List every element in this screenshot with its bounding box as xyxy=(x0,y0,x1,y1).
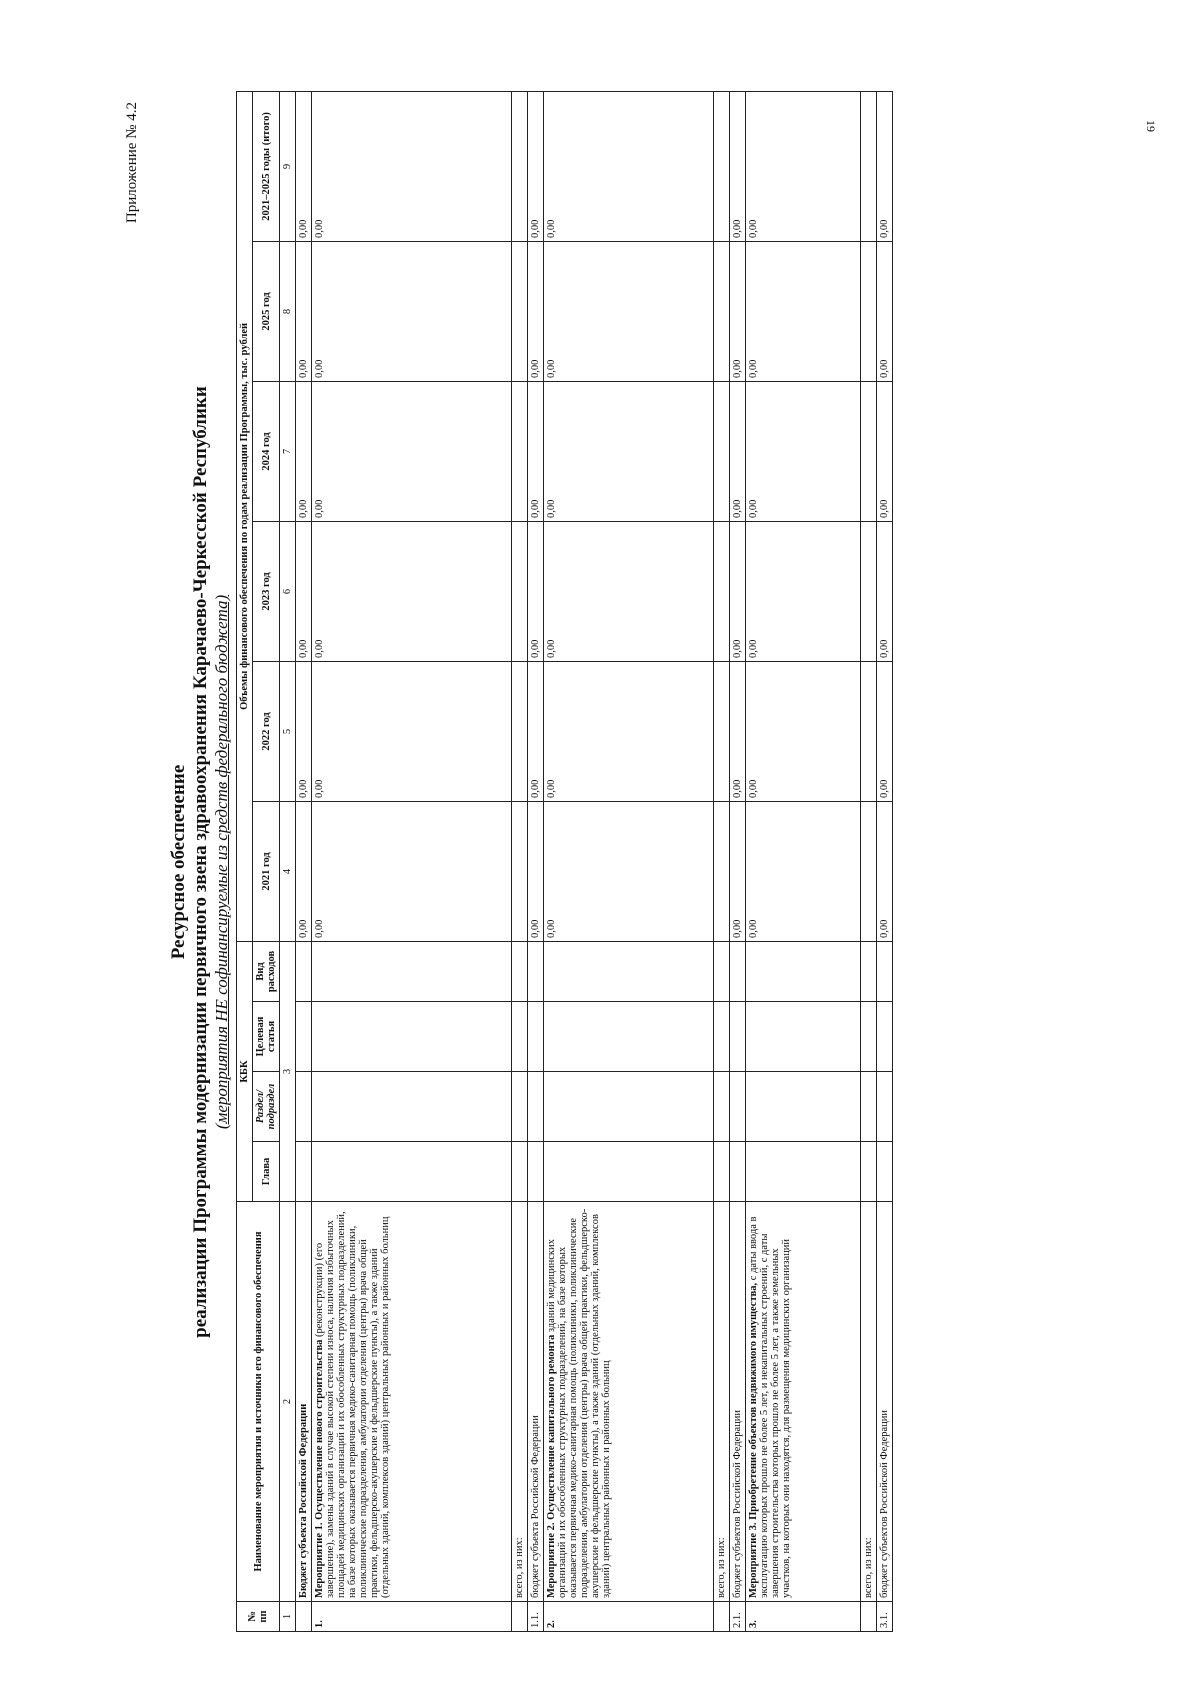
column-numbers-row xyxy=(280,91,296,1631)
header-vid: Вид расходов xyxy=(253,941,280,1001)
title-line-1: Ресурсное обеспечение xyxy=(168,764,189,960)
row-name-rest: с даты ввода в эксплуатацию которых прошло не более 5 лет, и некапитальных строений, с даты завершения строительства которых прошло не более 5 лет, а также земельных участков, на которых они находятся, для размещения медицинских организаций xyxy=(748,1216,792,1598)
value-cell: 0,00 xyxy=(877,801,893,941)
value-cell: 0,00 xyxy=(730,381,746,521)
header-glava: Глава xyxy=(253,1142,280,1202)
value-cell: 0,00 xyxy=(296,661,312,801)
value-cell: 0,00 xyxy=(312,801,512,941)
value-cell: 0,00 xyxy=(312,661,512,801)
table-row xyxy=(312,91,512,1631)
appendix-label: Приложение № 4.2 xyxy=(124,102,140,224)
header-num: № пп xyxy=(237,1602,280,1632)
row-name-rest: (реконструкции) (его завершение), замены зданий в случае высокой степени износа, наличия избыточных площадей медицинских организаций и их обособленных структурных подразделений, на базе которых оказывается первичная медико-санитарная помощь (поликлиники, поликлинические подразделения, амбулатории отделения (центры) врача общей практики, фельдшерско-акушерские и фельдшерские пункты), а также зданий (отдельных зданий, комплексов зданий) центральных районных и районных больниц xyxy=(314,1211,391,1598)
resource-table xyxy=(236,91,893,1632)
value-cell: 0,00 xyxy=(296,381,312,521)
row-name: бюджет субъекта Российской Федерации xyxy=(528,1202,544,1602)
row-name: бюджет субъектов Российской Федерации xyxy=(877,1202,893,1602)
row-num: 1. xyxy=(312,1602,512,1632)
value-cell: 0,00 xyxy=(730,91,746,241)
value-cell: 0,00 xyxy=(730,661,746,801)
row-num: 2.1. xyxy=(730,1602,746,1632)
value-cell: 0,00 xyxy=(312,381,512,521)
colnum: 2 xyxy=(280,1202,296,1602)
colnum: 3 xyxy=(280,941,296,1201)
value-cell: 0,00 xyxy=(296,521,312,661)
value-cell: 0,00 xyxy=(528,241,544,381)
row-name-bold: Мероприятие 1. Осуществление нового строительства xyxy=(314,1339,325,1598)
value-cell: 0,00 xyxy=(528,521,544,661)
value-cell: 0,00 xyxy=(544,521,714,661)
header-volumes: Объемы финансового обеспечения по годам реализации Программы, тыс. рублей xyxy=(237,91,253,941)
title-line-2: реализации Программы модернизации первичного звена здравоохранения Карачаево-Черкесской Республики xyxy=(190,386,211,1338)
colnum: 4 xyxy=(280,801,296,941)
colnum: 9 xyxy=(280,91,296,241)
row-name: бюджет субъектов Российской Федерации xyxy=(730,1202,746,1602)
header-2021: 2021 год xyxy=(253,801,280,941)
row-num: 3. xyxy=(746,1602,861,1632)
header-stat: Целевая статья xyxy=(253,1002,280,1072)
value-cell: 0,00 xyxy=(746,241,861,381)
table-row xyxy=(861,91,877,1631)
table-row xyxy=(746,91,861,1631)
row-num: 3.1. xyxy=(877,1602,893,1632)
value-cell: 0,00 xyxy=(877,91,893,241)
value-cell: 0,00 xyxy=(730,801,746,941)
value-cell: 0,00 xyxy=(544,241,714,381)
table-row xyxy=(544,91,714,1631)
value-cell: 0,00 xyxy=(528,661,544,801)
header-razdel: Раздел/ подраздел xyxy=(253,1072,280,1142)
value-cell: 0,00 xyxy=(296,241,312,381)
row-num: 1.1. xyxy=(528,1602,544,1632)
value-cell: 0,00 xyxy=(746,381,861,521)
row-name: всего, из них: xyxy=(861,1202,877,1602)
value-cell: 0,00 xyxy=(296,801,312,941)
value-cell: 0,00 xyxy=(746,521,861,661)
table-row xyxy=(296,91,312,1631)
value-cell: 0,00 xyxy=(544,661,714,801)
row-name xyxy=(544,1202,714,1602)
value-cell: 0,00 xyxy=(544,801,714,941)
value-cell: 0,00 xyxy=(746,91,861,241)
row-name: всего, из них: xyxy=(714,1202,730,1602)
header-2022: 2022 год xyxy=(253,661,280,801)
table-row xyxy=(730,91,746,1631)
value-cell: 0,00 xyxy=(746,801,861,941)
header-2023: 2023 год xyxy=(253,521,280,661)
value-cell: 0,00 xyxy=(312,521,512,661)
row-name-rest: зданий медицинских организаций и их обособленных структурных подразделений, на базе которых оказывается первичная медико-санитарная помощь (поликлиники, поликлинические подразделения, амбулатории отделения (центры) врача общей практики, фельдшерско-акушерские и фельдшерские пункты), а также зданий (отдельных зданий, комплексов зданий) центральных районных и районных больниц xyxy=(546,1208,612,1598)
rotated-sheet xyxy=(118,92,1148,1632)
row-name xyxy=(312,1202,512,1602)
table-row xyxy=(528,91,544,1631)
value-cell: 0,00 xyxy=(296,91,312,241)
row-num: 2. xyxy=(544,1602,714,1632)
value-cell: 0,00 xyxy=(544,91,714,241)
row-name xyxy=(746,1202,861,1602)
value-cell: 0,00 xyxy=(544,381,714,521)
value-cell: 0,00 xyxy=(528,801,544,941)
row-name: всего, из них: xyxy=(512,1202,528,1602)
header-total: 2021–2025 годы (итого) xyxy=(253,91,280,241)
value-cell: 0,00 xyxy=(730,521,746,661)
value-cell: 0,00 xyxy=(877,521,893,661)
value-cell: 0,00 xyxy=(528,91,544,241)
table-row xyxy=(714,91,730,1631)
header-name: Наименование мероприятия и источники его финансового обеспечения xyxy=(237,1202,280,1602)
row-name: Бюджет субъекта Российской Федерации xyxy=(296,1202,312,1602)
value-cell: 0,00 xyxy=(312,241,512,381)
colnum: 7 xyxy=(280,381,296,521)
colnum: 8 xyxy=(280,241,296,381)
table-row xyxy=(877,91,893,1631)
header-2024: 2024 год xyxy=(253,381,280,521)
row-name-bold: Мероприятие 3. Приобретение объектов недвижимого имущества, xyxy=(748,1282,759,1598)
value-cell: 0,00 xyxy=(877,381,893,521)
value-cell: 0,00 xyxy=(877,241,893,381)
header-kbk: КБК xyxy=(237,941,253,1201)
title-block xyxy=(168,92,232,1632)
page-number: 19 xyxy=(1144,120,1158,132)
header-2025: 2025 год xyxy=(253,241,280,381)
colnum: 6 xyxy=(280,521,296,661)
value-cell: 0,00 xyxy=(877,661,893,801)
value-cell: 0,00 xyxy=(730,241,746,381)
colnum: 1 xyxy=(280,1602,296,1632)
value-cell: 0,00 xyxy=(312,91,512,241)
colnum: 5 xyxy=(280,661,296,801)
value-cell: 0,00 xyxy=(746,661,861,801)
title-line-3: (мероприятия НЕ софинансируемые из средств федерального бюджета) xyxy=(212,594,231,1130)
value-cell: 0,00 xyxy=(528,381,544,521)
table-row xyxy=(512,91,528,1631)
row-name-bold: Мероприятие 2. Осуществление капитального ремонта xyxy=(546,1334,557,1598)
